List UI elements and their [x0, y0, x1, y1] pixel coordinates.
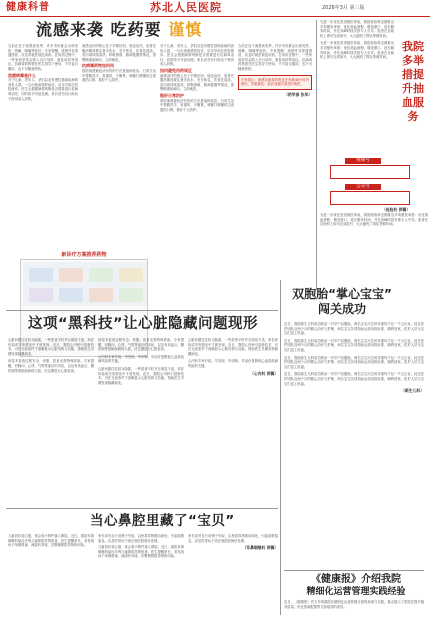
article1-author: （药学部 张华） — [284, 91, 312, 97]
side-body-text: 为进一步优化患者就医体验，我院检验科近期推出多项便民举措：优化抽血流程、增设窗口、延长服务时间，并在高峰时段安排专人引导。患者在自助机上即可完成取号，大大缩短了排队等候时间。 — [320, 20, 394, 38]
qr-label-account: 公众号 — [345, 184, 381, 190]
headline-part-3: 谨慎 — [168, 20, 203, 39]
newspaper-name: 苏北人民医院 — [150, 1, 222, 14]
article4-headline — [282, 287, 402, 317]
article1-col2-text: 流感治疗的核心在于早期识别、规范治疗。患者在服药期间要注意多饮水、充分休息，饮食宜清淡。若出现持续高热、呼吸困难、精神萎靡等情况，需警惕重症倾向，立即就医。 — [82, 44, 156, 62]
article2-col3 — [188, 338, 278, 376]
section-label: 健康科普 — [6, 2, 50, 13]
article1-col2-more: 预防流感最经济有效的方法是接种疫苗。日常生活中要勤洗手、常通风、少聚集，咳嗽打喷嚏时注意遮挡口鼻，做好个人防护。 — [82, 68, 156, 83]
article1-col1-text: 当前正处于流感高发季，许多市民都会出现发热、咳嗽、咽痛等症状。专家提醒，流感并非普通感冒，应及时就医规范用药。在用药过程中，一些家庭常常会陷入自行用药、重复用药等误区。抗病毒药物需在医生指导下使用，不可盲目服用，也不可随意停药。 — [8, 44, 78, 71]
article2-col1-text: 心脏问题往往较为隐匿，一些患者平时并无明显不适，却在体检或突发情况中才被发现。近日，我院心内科引进新技术，可在无创条件下清晰显示心脏结构与功能，帮助医生早期发现隐藏病变。 — [8, 338, 94, 356]
article1-col4-text: 当前正处于流感高发季，许多市民都会出现发热、咳嗽、咽痛等症状。专家提醒，流感并非普通感冒，应及时就医规范用药。在用药过程中，一些家庭常常会陷入自行用药、重复用药等误区。抗病毒药物需在医生指导下使用，不可盲目服用，也不可随意停药。 — [238, 44, 312, 71]
article1-subhead3: 如何避免用药误区 — [160, 67, 192, 73]
article4-byline: （新生儿科） — [401, 388, 424, 394]
article2-col1 — [8, 338, 94, 373]
side-headline: 我院多举措提升抽血服务 — [402, 40, 424, 123]
article4-body — [284, 322, 424, 393]
article2-col2-text: 该技术检查过程安全、快捷，患者无需特殊准备。专家提醒，有胸闷、心悸、气短等症状的市民，以及有高血压、糖尿病等基础疾病的人群，应定期进行心脏检查。 — [98, 338, 184, 352]
article1-col3 — [160, 44, 234, 112]
page-header — [0, 0, 430, 17]
expert-tip-box — [238, 75, 312, 90]
article5-body — [284, 600, 424, 609]
side-body — [320, 20, 394, 60]
article3-col3-text: 家长切勿自行用镊子夹取，以免将异物推向深处，引起误吸窒息。应及时带孩子到正规医院就诊处理。 — [188, 534, 278, 543]
article2-col2 — [98, 338, 184, 385]
qr-block-account[interactable] — [330, 191, 410, 205]
article1-col3-text: 对于儿童、老年人、孕妇以及有慢性基础疾病的高危人群，一旦出现流感样症状，应尽早前往医院就诊。医生会根据病情判断是否需要进行抗病毒治疗，同时给予对症处理。家长切勿自行给孩子使用成人药物。 — [160, 44, 234, 67]
side-source: （检验科 供稿） — [382, 207, 410, 212]
article4-body-text: 近日，我院新生儿科成功救治一对早产双胞胎，两名宝宝出生时体重均不足一千五百克。经过医护团队近两个月的精心治疗与护理，两名宝宝各项指标达到出院标准，顺利回家。医护人员为宝宝们送上祝福。 — [284, 322, 424, 336]
side-bottom-text-content: 为进一步优化患者就医体验，我院检验科近期推出多项便民举措：优化抽血流程、增设窗口、延长服务时间，并在高峰时段安排专人引导。患者在自助机上即可完成取号，大大缩短了排队等候时间。 — [320, 213, 428, 227]
side-body-more: 为进一步优化患者就医体验，我院检验科近期推出多项便民举措：优化抽血流程、增设窗口、延长服务时间，并在高峰时段安排专人引导。患者在自助机上即可完成取号，大大缩短了排队等候时间。 — [320, 41, 394, 60]
qr-label-video: 视频号 — [345, 158, 381, 164]
article3-headline: 当心鼻腔里藏了“宝贝” — [90, 513, 235, 529]
article3-col2-text: 家长切勿自行用镊子夹取，以免将异物推向深处，引起误吸窒息。应及时带孩子到正规医院就诊处理。 — [98, 534, 184, 543]
figure-title: 新诊疗方案推荐药物 — [61, 252, 107, 258]
article1-subhead2: 抗病毒药物如何用 — [82, 63, 114, 69]
article3-byline: （耳鼻咽喉科 供稿） — [242, 545, 278, 551]
article1-subhead1: 流感病毒是什么 — [8, 72, 36, 78]
article3-col2-more: 儿童因好奇心强，常会将小物件塞入鼻腔。近日，我院耳鼻咽喉科接诊多例儿童鼻腔异物患者。医生提醒家长，若发现孩子单侧鼻塞、流涕有异味，应警惕鼻腔异物的可能。 — [98, 545, 184, 559]
article1-headline — [36, 20, 202, 40]
article1-col3-tail: 预防流感最经济有效的方法是接种疫苗。日常生活中要勤洗手、常通风、少聚集，咳嗽打喷嚏时注意遮挡口鼻，做好个人防护。 — [160, 98, 234, 112]
article4-body-end: 近日，我院新生儿科成功救治一对早产双胞胎，两名宝宝出生时体重均不足一千五百克。经过医护团队近两个月的精心治疗与护理，两名宝宝各项指标达到出院标准，顺利回家。医护人员为宝宝们送上祝福。 — [284, 372, 424, 386]
article2-col1-more: 该技术检查过程安全、快捷，患者无需特殊准备。专家提醒，有胸闷、心悸、气短等症状的市民，以及有高血压、糖尿病等基础疾病的人群，应定期进行心脏检查。 — [8, 359, 94, 373]
article3-col3 — [188, 534, 278, 550]
article1-col1-more: 对于儿童、老年人、孕妇以及有慢性基础疾病的高危人群，一旦出现流感样症状，应尽早前往医院就诊。医生会根据病情判断是否需要进行抗病毒治疗，同时给予对症处理。家长切勿自行给孩子使用成人药物。 — [8, 78, 78, 101]
article1-col4 — [238, 44, 312, 97]
article1-col3-more: 流感治疗的核心在于早期识别、规范治疗。患者在服药期间要注意多饮水、充分休息，饮食宜清淡。若出现持续高热、呼吸困难、精神萎靡等情况，需警惕重症倾向，立即就医。 — [160, 73, 234, 92]
section-divider-2 — [6, 508, 278, 509]
article3-col2 — [98, 534, 184, 559]
section-divider-3 — [284, 570, 424, 571]
side-bottom-text — [320, 213, 428, 227]
expert-tip-text: 专家提示：流感抗病毒药物宜在发病48小时内使用，效果最佳；症状加重时请及时就医。 — [241, 77, 309, 87]
headline-part-2: 吃药要 — [110, 20, 162, 39]
article5-headline — [282, 574, 430, 598]
article4-headline-line2: 闯关成功 — [317, 302, 366, 316]
drug-image — [21, 260, 149, 308]
issue-info: 2026年3月 第三版 — [322, 5, 365, 11]
article2-col3-text: 心脏问题往往较为隐匿，一些患者平时并无明显不适，却在体检或突发情况中才被发现。近日，我院心内科引进新技术，可在无创条件下清晰显示心脏结构与功能，帮助医生早期发现隐藏病变。 — [188, 338, 278, 356]
headline-part-1: 流感来袭 — [36, 20, 105, 39]
article1-col1 — [8, 44, 78, 101]
article4-headline-line1: 双胞胎“掌心宝宝” — [292, 287, 392, 301]
article5-headline-line1: 《健康报》介绍我院 — [311, 574, 401, 585]
article4-body-tail: 近日，我院新生儿科成功救治一对早产双胞胎，两名宝宝出生时体重均不足一千五百克。经过医护团队近两个月的精心治疗与护理，两名宝宝各项指标达到出院标准，顺利回家。医护人员为宝宝们送上祝福。 — [284, 355, 424, 369]
article2-byline: （心内科 供稿） — [250, 370, 278, 376]
article2-headline: 这项“黑科技”让心脏隐藏问题现形 — [28, 316, 259, 332]
article2-col2-tail: 心脏问题往往较为隐匿，一些患者平时并无明显不适，却在体检或突发情况中才被发现。近日，我院心内科引进新技术，可在无创条件下清晰显示心脏结构与功能，帮助医生早期发现隐藏病变。 — [98, 366, 184, 385]
article3-col1 — [8, 534, 94, 548]
column-divider-2 — [280, 280, 281, 615]
article2-col3-more: 心内科专家介绍，早发现、早诊断、早治疗是降低心血管疾病风险的关键。 — [188, 359, 278, 368]
article5-headline-line2: 精细化运营管理实践经验 — [306, 587, 406, 597]
column-divider — [316, 20, 317, 290]
qr-block-video[interactable] — [330, 165, 410, 179]
article3-col1-text: 儿童因好奇心强，常会将小物件塞入鼻腔。近日，我院耳鼻咽喉科接诊多例儿童鼻腔异物患者。医生提醒家长，若发现孩子单侧鼻塞、流涕有异味，应警惕鼻腔异物的可能。 — [8, 534, 94, 548]
article4-body-more: 近日，我院新生儿科成功救治一对早产双胞胎，两名宝宝出生时体重均不足一千五百克。经过医护团队近两个月的精心治疗与护理，两名宝宝各项指标达到出院标准，顺利回家。医护人员为宝宝们送上祝福。 — [284, 338, 424, 352]
article2-col2-more: 心内科专家介绍，早发现、早诊断、早治疗是降低心血管疾病风险的关键。 — [98, 354, 184, 364]
section-divider — [6, 310, 278, 311]
article1-col2 — [82, 44, 156, 83]
article5-body-text: 近日，《健康报》刊文介绍我院在精细化运营管理方面的探索与实践，重点展示了医院在提升服务质量、优化资源配置等方面取得的成效。 — [284, 600, 424, 609]
article1-subhead4: 做好日常防护 — [160, 92, 184, 98]
